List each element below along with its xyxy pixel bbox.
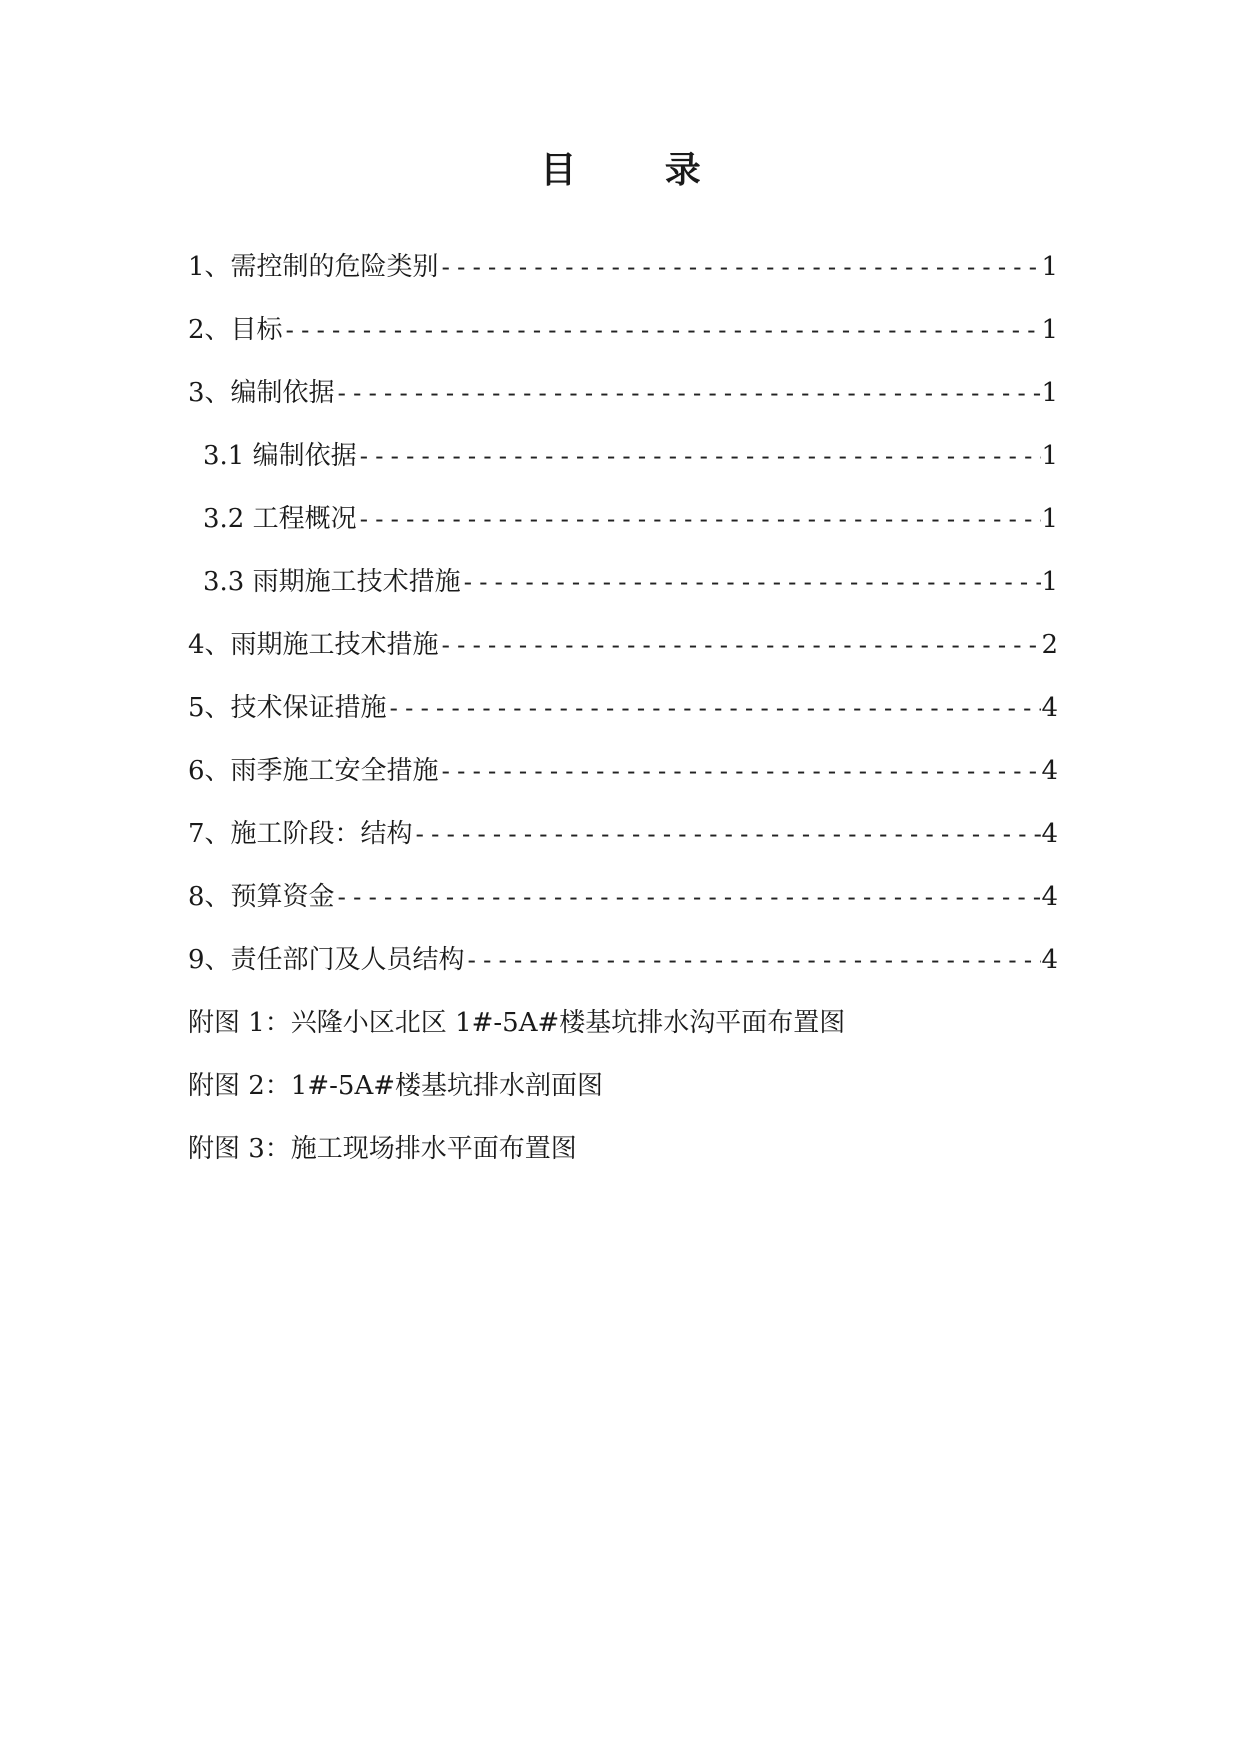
toc-entry-2[interactable] [188, 299, 1058, 362]
toc-leader [439, 236, 1042, 299]
toc-entry-label: 3、编制依据 [188, 378, 335, 408]
toc-entry-3[interactable] [188, 362, 1058, 425]
toc-leader [335, 866, 1042, 929]
toc-leader [335, 362, 1042, 425]
toc-entry-page: 1 [1041, 252, 1058, 282]
toc-leader [357, 488, 1042, 551]
toc-entry-4[interactable] [188, 614, 1058, 677]
toc-entry-label: 3.2 工程概况 [203, 504, 357, 534]
toc-entry-3-2[interactable] [188, 488, 1058, 551]
toc-leader [465, 929, 1042, 992]
toc-entry-label: 7、施工阶段：结构 [188, 819, 413, 849]
toc-entry-1[interactable] [188, 236, 1058, 299]
appendix-2[interactable]: 附图 2：1#-5A#楼基坑排水剖面图 [188, 1071, 604, 1101]
toc-entry-8[interactable] [188, 866, 1058, 929]
toc-entry-6[interactable] [188, 740, 1058, 803]
toc-leader [413, 803, 1042, 866]
toc-entry-label: 1、需控制的危险类别 [188, 252, 439, 282]
toc-leader [461, 551, 1042, 614]
toc-entry-label: 2、目标 [188, 315, 283, 345]
toc-leader [439, 740, 1042, 803]
toc-entry-page: 4 [1041, 945, 1058, 975]
page-title: 目 录 [540, 149, 739, 191]
toc-leader [357, 425, 1042, 488]
toc-entry-label: 9、责任部门及人员结构 [188, 945, 465, 975]
toc-entry-page: 4 [1041, 882, 1058, 912]
toc-entry-page: 1 [1041, 315, 1058, 345]
toc-entry-page: 2 [1041, 630, 1058, 660]
table-of-contents [188, 236, 1058, 1181]
toc-entry-page: 1 [1041, 378, 1058, 408]
toc-entry-label: 4、雨期施工技术措施 [188, 630, 439, 660]
toc-entry-label: 3.3 雨期施工技术措施 [203, 567, 461, 597]
toc-entry-label: 3.1 编制依据 [203, 441, 357, 471]
toc-entry-label: 5、技术保证措施 [188, 693, 387, 723]
toc-leader [283, 299, 1042, 362]
toc-leader [387, 677, 1042, 740]
toc-entry-9[interactable] [188, 929, 1058, 992]
toc-entry-page: 1 [1041, 441, 1058, 471]
toc-entry-page: 1 [1041, 567, 1058, 597]
toc-entry-5[interactable] [188, 677, 1058, 740]
toc-entry-3-1[interactable] [188, 425, 1058, 488]
toc-leader [439, 614, 1042, 677]
appendix-3[interactable]: 附图 3：施工现场排水平面布置图 [188, 1134, 577, 1164]
toc-entry-label: 8、预算资金 [188, 882, 335, 912]
toc-entry-3-3[interactable] [188, 551, 1058, 614]
toc-entry-page: 1 [1041, 504, 1058, 534]
toc-entry-label: 6、雨季施工安全措施 [188, 756, 439, 786]
toc-entry-page: 4 [1041, 693, 1058, 723]
toc-entry-page: 4 [1041, 756, 1058, 786]
appendix-1[interactable]: 附图 1：兴隆小区北区 1#-5A#楼基坑排水沟平面布置图 [188, 1008, 846, 1038]
toc-entry-page: 4 [1041, 819, 1058, 849]
toc-entry-7[interactable] [188, 803, 1058, 866]
